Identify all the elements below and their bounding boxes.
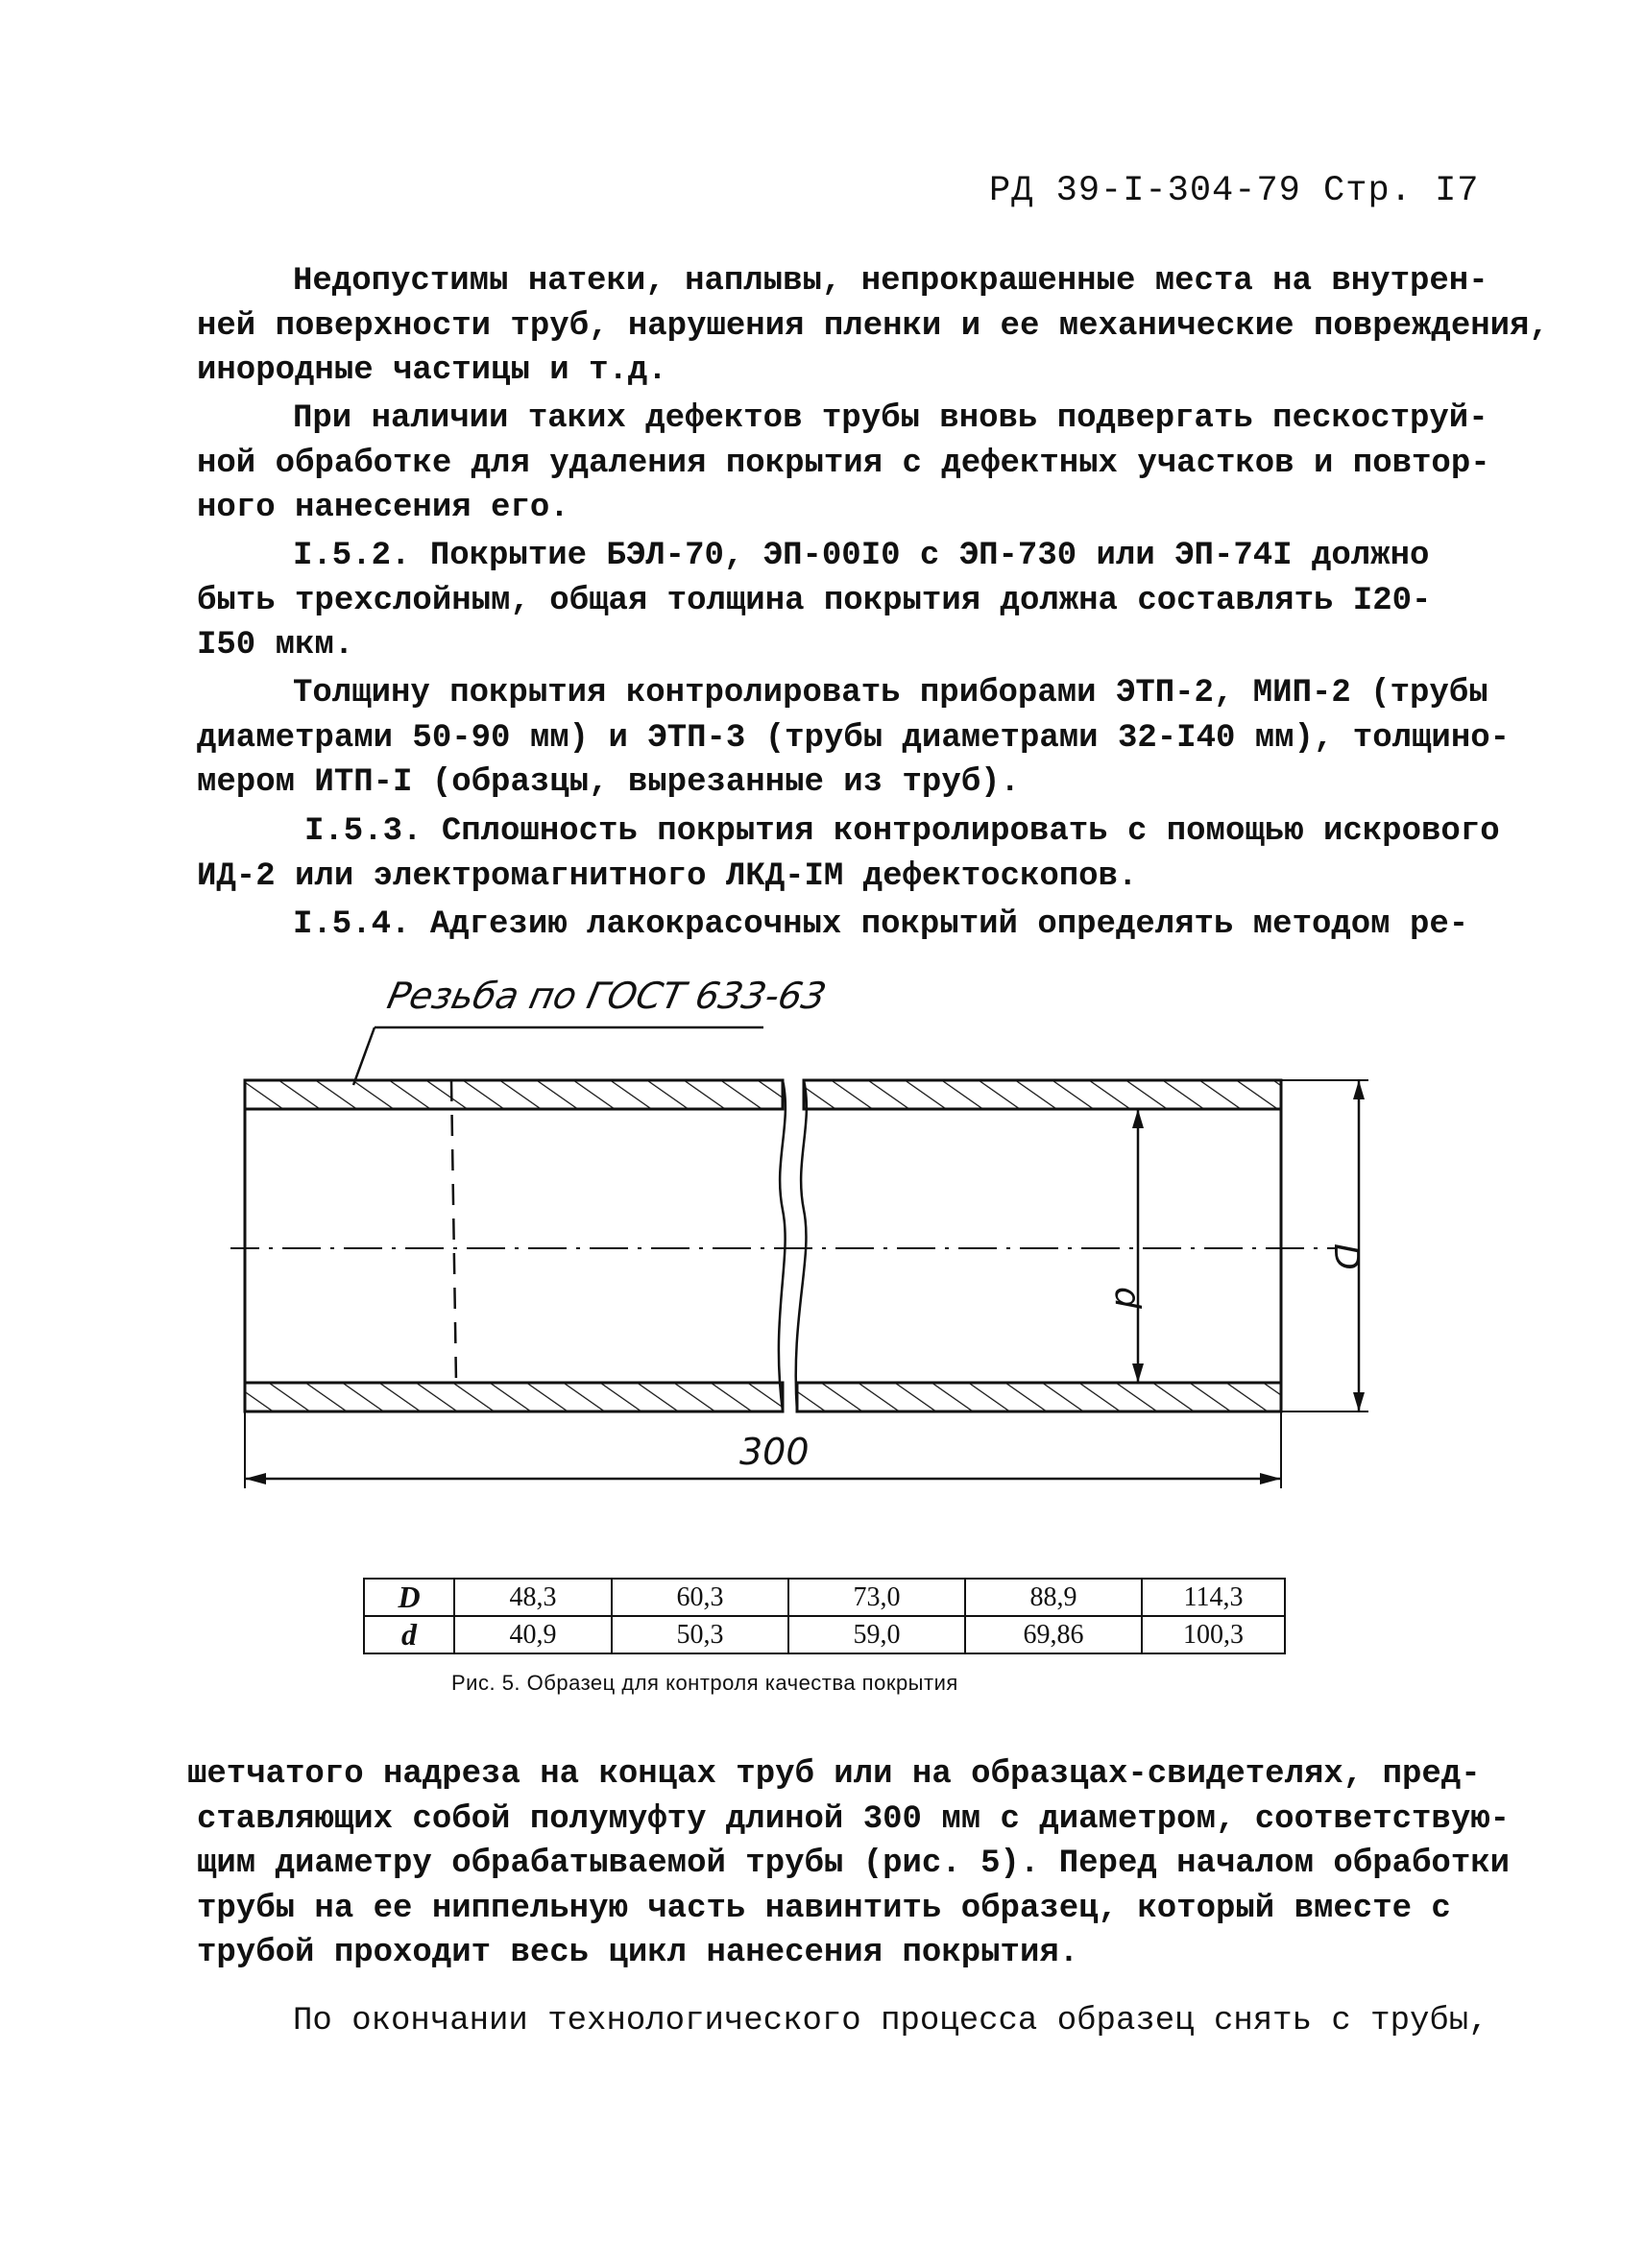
table-cell: 40,9 xyxy=(454,1616,612,1653)
paragraph-1-5-2 xyxy=(197,534,1464,668)
text-line: ной обработке для удаления покрытия с дефектных участков и повтор- xyxy=(197,445,1490,482)
text-line: быть трехслойным, общая толщина покрытия должна составлять I20- xyxy=(197,582,1432,619)
text-line: Толщину покрытия контролировать приборами ЭТП-2, МИП-2 (трубы xyxy=(293,675,1488,712)
text-line: ного нанесения его. xyxy=(197,490,569,526)
text-line: I.5.3. Сплошность покрытия контролировать с помощью искрового xyxy=(304,813,1500,850)
paragraph-thickness-control xyxy=(197,671,1511,806)
top-wall-right xyxy=(804,1080,1281,1109)
bottom-wall-left xyxy=(245,1383,783,1411)
text-line: ИД-2 или электромагнитного ЛКД-IМ дефектоскопов. xyxy=(197,857,1138,895)
text-line: трубой проходит весь цикл нанесения покрытия. xyxy=(197,1935,1079,1971)
table-cell: 100,3 xyxy=(1142,1616,1285,1653)
thread-label: Резьба по ГОСТ 633-63 xyxy=(383,975,830,1018)
text-line: инородные частицы и т.д. xyxy=(197,352,667,389)
table-cell: 73,0 xyxy=(788,1579,965,1616)
table-cell: 88,9 xyxy=(965,1579,1142,1616)
text-line: ней поверхности труб, нарушения пленки и ее механические повреждения, xyxy=(197,307,1549,345)
outer-dim-label: D xyxy=(1326,1243,1366,1270)
table-row-head: d xyxy=(364,1616,454,1653)
text-line: ставляющих собой полумуфту длиной 300 мм с диаметром, соответствую- xyxy=(197,1800,1511,1838)
paragraph-rework xyxy=(197,397,1490,531)
pipe-sample-drawing xyxy=(230,970,1412,1536)
thread-end-line xyxy=(451,1080,456,1383)
paragraph-process-end xyxy=(197,1999,1488,2044)
break-line-left xyxy=(779,1080,786,1411)
figure-caption: Рис. 5. Образец для контроля качества покрытия xyxy=(451,1671,958,1695)
paragraph-1-5-4 xyxy=(197,903,1469,948)
length-label: 300 xyxy=(739,1431,810,1473)
text-line: Недопустимы натеки, наплывы, непрокрашенные места на внутрен- xyxy=(293,263,1488,300)
table-cell: 59,0 xyxy=(788,1616,965,1653)
paragraph-1-5-3 xyxy=(197,809,1500,899)
text-line: I.5.2. Покрытие БЭЛ-70, ЭП-00I0 с ЭП-730 или ЭП-74I должно xyxy=(293,538,1430,574)
table-cell: 60,3 xyxy=(612,1579,788,1616)
table-cell: 69,86 xyxy=(965,1616,1142,1653)
top-wall-left xyxy=(245,1080,783,1109)
break-line-right xyxy=(796,1080,807,1411)
text-line: мером ИТП-I (образцы, вырезанные из труб). xyxy=(197,764,1020,801)
table-cell: 48,3 xyxy=(454,1579,612,1616)
text-line: щим диаметру обрабатываемой трубы (рис. 5). Перед началом обработки xyxy=(197,1846,1511,1882)
thread-leader-line xyxy=(353,1027,375,1085)
text-line: При наличии таких дефектов трубы вновь подвергать пескоструй- xyxy=(293,400,1488,437)
dimension-table xyxy=(363,1578,1286,1654)
text-line: диаметрами 50-90 мм) и ЭТП-3 (трубы диаметрами 32-I40 мм), толщино- xyxy=(197,719,1511,757)
inner-dim-label: d xyxy=(1107,1287,1147,1309)
page-header: РД 39-I-304-79 Стр. I7 xyxy=(989,171,1480,211)
table-row xyxy=(364,1616,1285,1653)
table-row xyxy=(364,1579,1285,1616)
table-row-head: D xyxy=(364,1579,454,1616)
paragraph-defects xyxy=(197,259,1549,394)
paragraph-sample-description xyxy=(187,1752,1511,1976)
text-line: По окончании технологического процесса образец снять с трубы, xyxy=(293,2003,1488,2039)
text-line: I50 мкм. xyxy=(197,627,354,664)
text-line: I.5.4. Адгезию лакокрасочных покрытий определять методом ре- xyxy=(293,906,1469,943)
text-line: шетчатого надреза на концах труб или на образцах-свидетелях, пред- xyxy=(187,1756,1481,1793)
bottom-wall-right xyxy=(797,1383,1281,1411)
table-cell: 114,3 xyxy=(1142,1579,1285,1616)
text-line: трубы на ее ниппельную часть навинтить образец, который вместе с xyxy=(197,1890,1451,1927)
table-cell: 50,3 xyxy=(612,1616,788,1653)
